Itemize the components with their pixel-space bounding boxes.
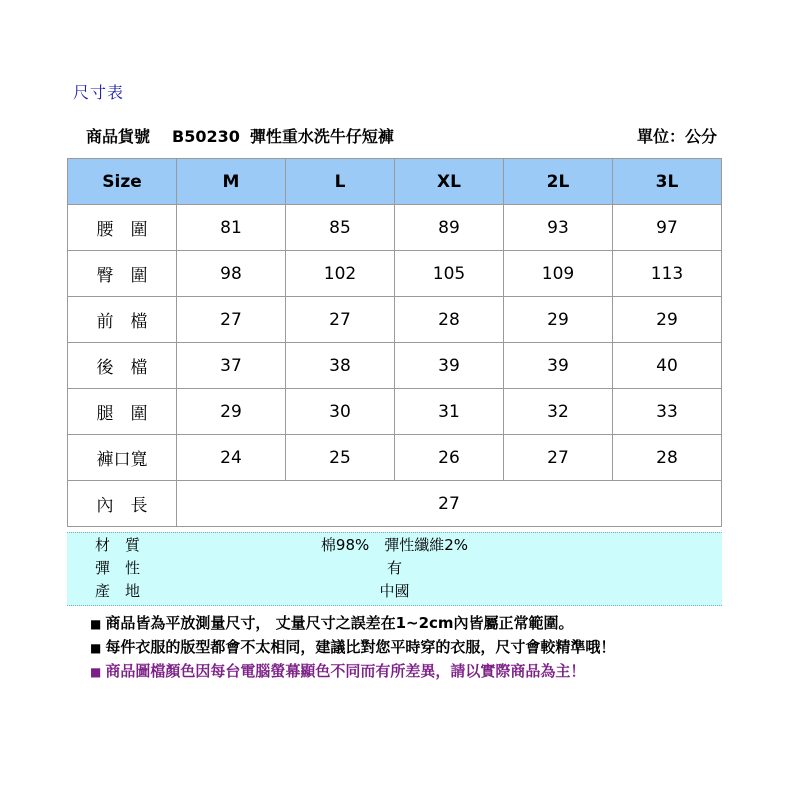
- size-column-header: L: [286, 159, 395, 205]
- table-cell: 33: [613, 389, 722, 435]
- size-column-header: XL: [395, 159, 504, 205]
- table-cell: 93: [504, 205, 613, 251]
- table-cell: 40: [613, 343, 722, 389]
- row-label: 前 檔: [68, 297, 177, 343]
- bullet-icon: ■: [90, 617, 102, 631]
- material-panel: [67, 532, 722, 606]
- row-label: 腿 圍: [68, 389, 177, 435]
- table-cell: 113: [613, 251, 722, 297]
- size-column-header: 2L: [504, 159, 613, 205]
- product-code: B50230: [172, 127, 240, 146]
- table-cell: 26: [395, 435, 504, 481]
- table-cell: 31: [395, 389, 504, 435]
- table-row: [68, 205, 722, 251]
- table-cell: 98: [177, 251, 286, 297]
- row-label: 褲口寬: [68, 435, 177, 481]
- size-header-row: [68, 159, 722, 205]
- table-cell: 85: [286, 205, 395, 251]
- bullet-icon: ■: [90, 641, 102, 655]
- product-info: [86, 124, 394, 147]
- row-label: 後 檔: [68, 343, 177, 389]
- unit-label: 單位：公分: [636, 127, 717, 146]
- table-cell: 102: [286, 251, 395, 297]
- table-cell: 32: [504, 389, 613, 435]
- table-row: [68, 435, 722, 481]
- elasticity-row: [67, 557, 722, 579]
- elasticity-label: 彈 性: [95, 559, 141, 577]
- table-cell: 27: [504, 435, 613, 481]
- table-cell: 24: [177, 435, 286, 481]
- notes-list: [90, 612, 615, 684]
- note-item: [90, 612, 615, 636]
- row-label: 腰 圍: [68, 205, 177, 251]
- material-value: 棉98% 彈性纖維2%: [320, 536, 469, 554]
- table-cell: 28: [395, 297, 504, 343]
- note-text: 商品皆為平放測量尺寸， 丈量尺寸之誤差在1~2cm內皆屬正常範圍。: [105, 614, 574, 632]
- size-header: Size: [68, 159, 177, 205]
- table-cell: 109: [504, 251, 613, 297]
- product-name: 彈性重水洗牛仔短褲: [249, 127, 394, 146]
- size-column-header: M: [177, 159, 286, 205]
- table-row: [68, 251, 722, 297]
- page-title: 尺寸表: [73, 83, 125, 102]
- row-label: 臀 圍: [68, 251, 177, 297]
- origin-row: [67, 580, 722, 602]
- table-cell: 27: [286, 297, 395, 343]
- table-cell: 29: [504, 297, 613, 343]
- table-cell: 38: [286, 343, 395, 389]
- elasticity-value: 有: [386, 559, 402, 577]
- table-cell: 105: [395, 251, 504, 297]
- table-cell: 27: [177, 297, 286, 343]
- table-cell: 39: [395, 343, 504, 389]
- inseam-value: 27: [177, 481, 722, 527]
- size-table: [67, 158, 722, 527]
- material-row: [67, 534, 722, 556]
- size-column-header: 3L: [613, 159, 722, 205]
- note-item: [90, 636, 615, 660]
- note-text: 商品圖檔顏色因每台電腦螢幕顯色不同而有所差異，請以實際商品為主！: [105, 662, 586, 680]
- table-cell: 29: [613, 297, 722, 343]
- origin-value: 中國: [379, 582, 410, 600]
- table-cell: 37: [177, 343, 286, 389]
- bullet-icon: ■: [90, 665, 102, 679]
- table-cell: 30: [286, 389, 395, 435]
- table-cell: 39: [504, 343, 613, 389]
- product-code-label: 商品貨號: [86, 127, 151, 146]
- table-cell: 97: [613, 205, 722, 251]
- table-cell: 29: [177, 389, 286, 435]
- row-label: 內 長: [68, 481, 177, 527]
- table-cell: 25: [286, 435, 395, 481]
- material-label: 材 質: [95, 536, 141, 554]
- table-row-inseam: [68, 481, 722, 527]
- origin-label: 產 地: [95, 582, 141, 600]
- table-cell: 89: [395, 205, 504, 251]
- table-row: [68, 297, 722, 343]
- table-cell: 28: [613, 435, 722, 481]
- note-item-highlight: [90, 660, 615, 684]
- table-row: [68, 343, 722, 389]
- table-row: [68, 389, 722, 435]
- table-cell: 81: [177, 205, 286, 251]
- note-text: 每件衣服的版型都會不太相同，建議比對您平時穿的衣服，尺寸會較精準哦！: [105, 638, 616, 656]
